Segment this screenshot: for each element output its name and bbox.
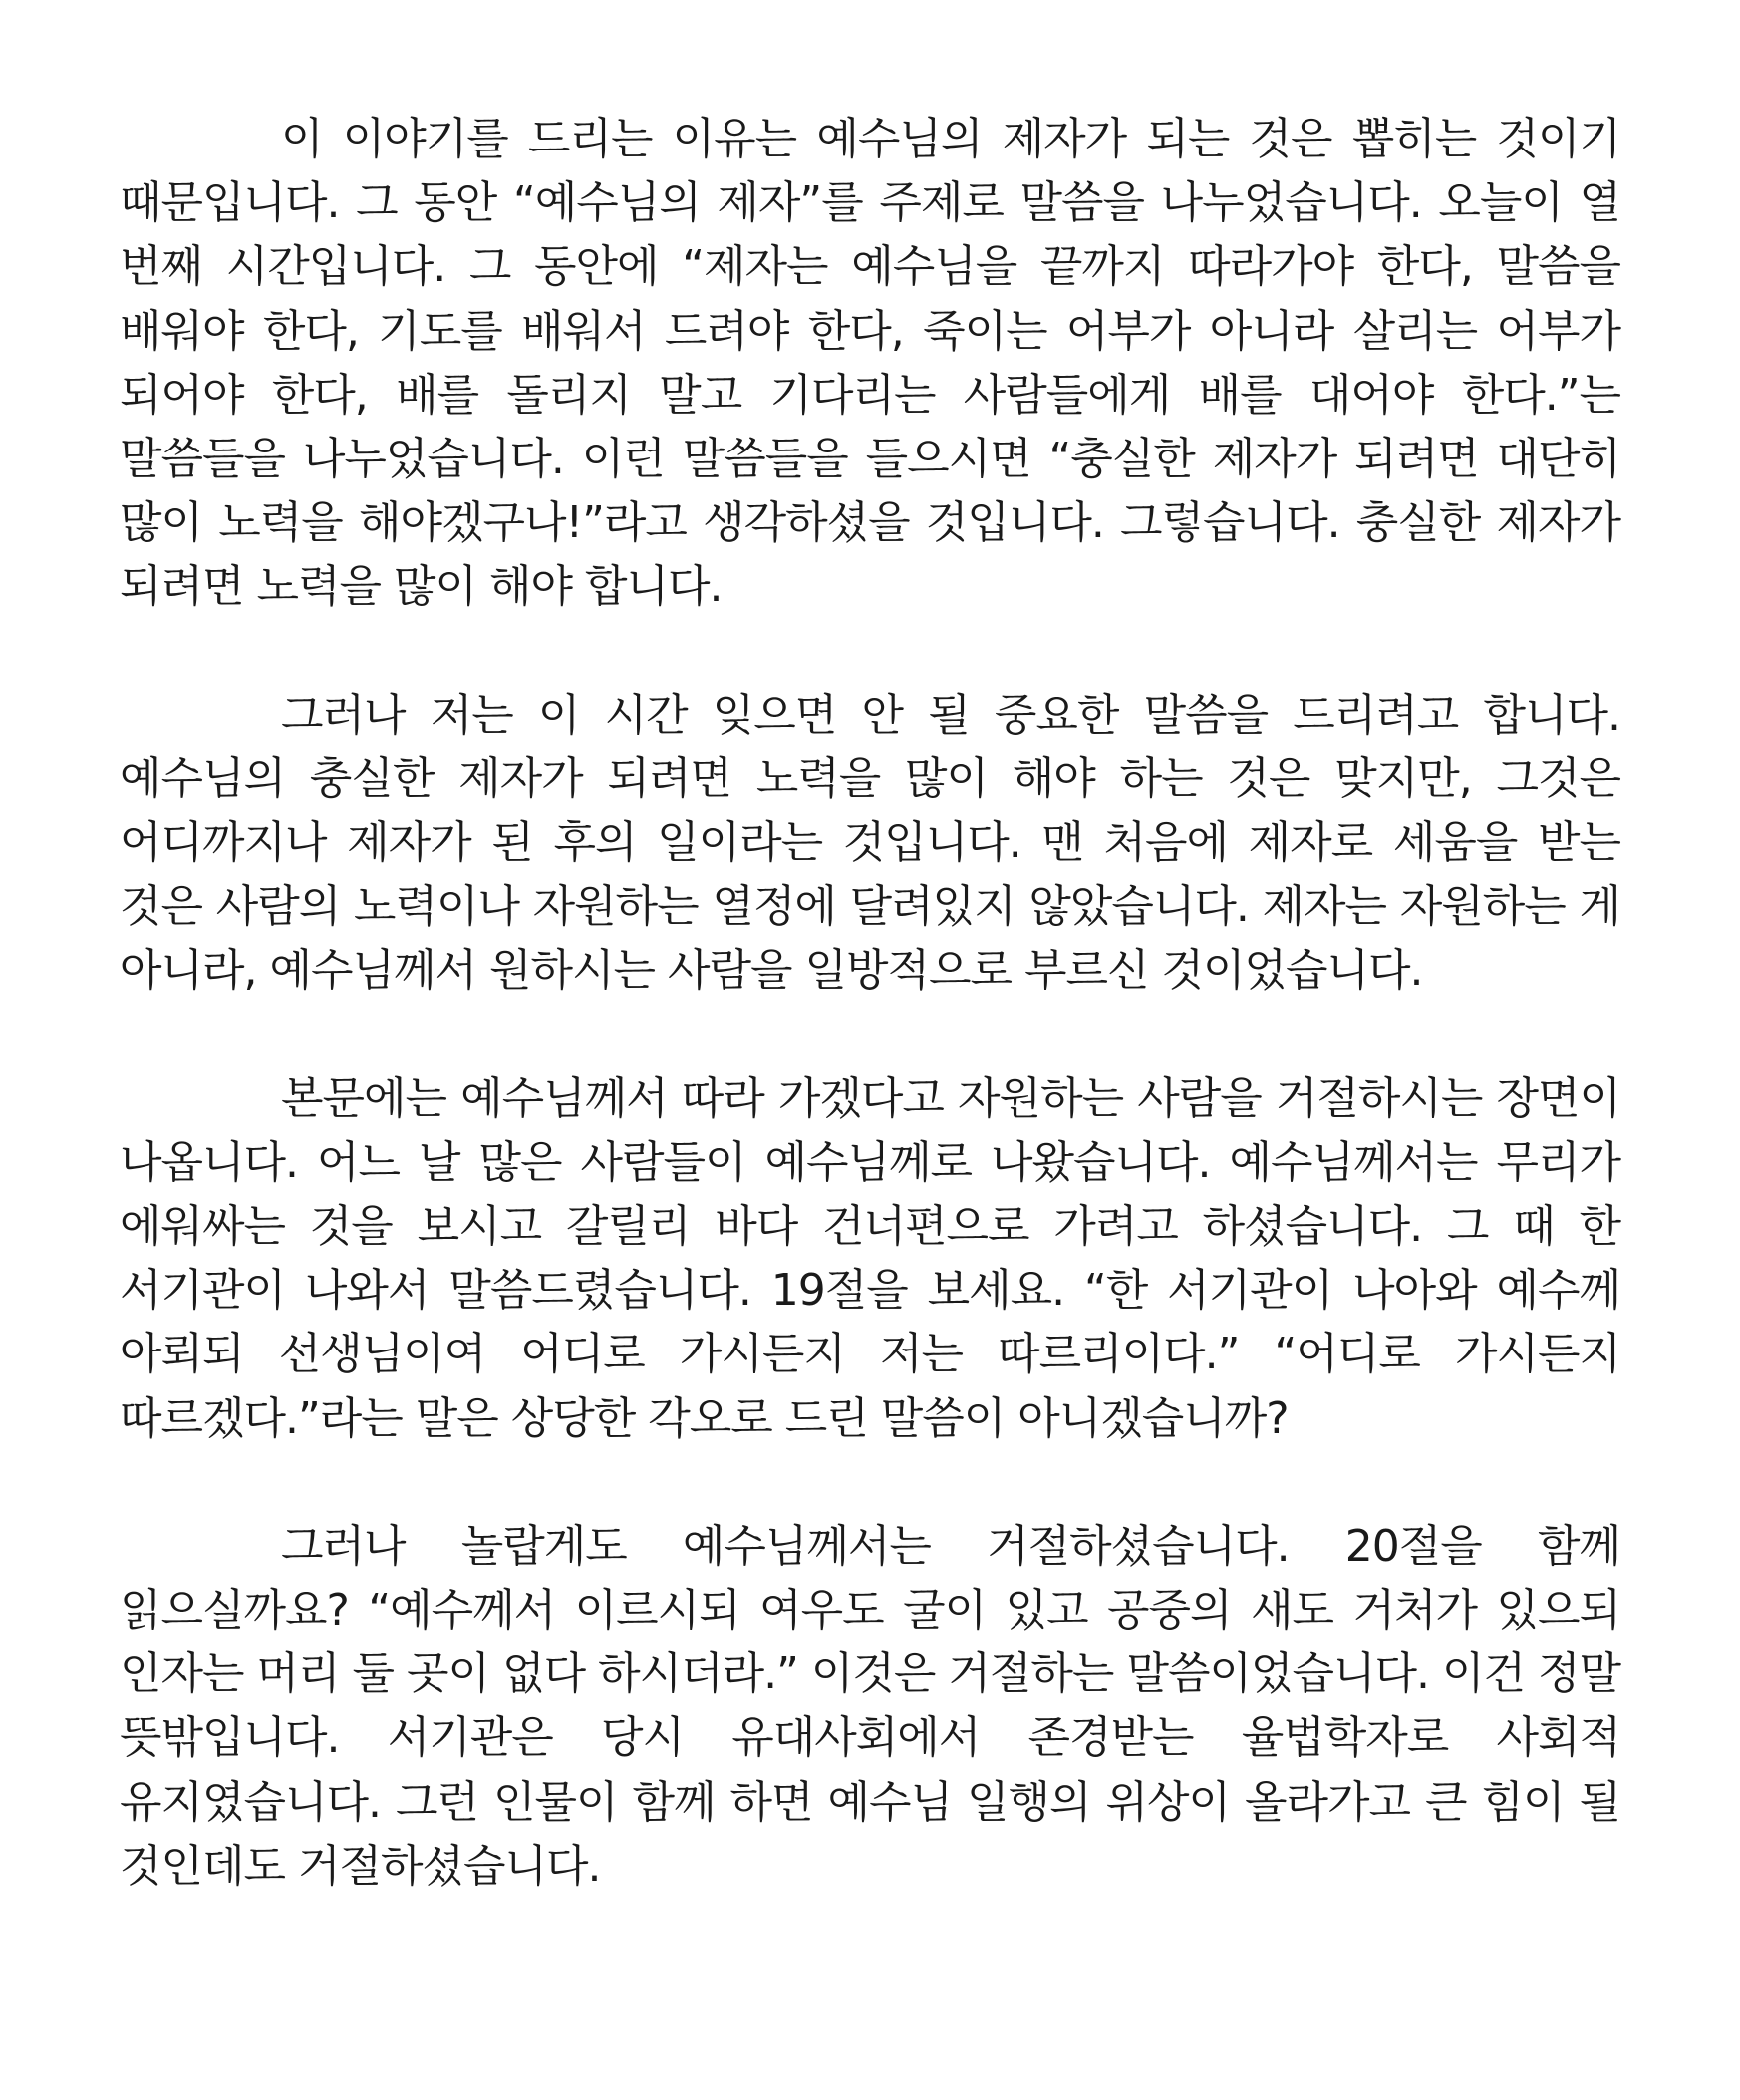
document-page xyxy=(120,108,1620,1899)
paragraph-2: 그러나 저는 이 시간 잊으면 안 될 중요한 말씀을 드리려고 합니다. 예수님의 충실한 제자가 되려면 노력을 많이 해야 하는 것은 맞지만, 그것은 어디까지나 제자가 된 후의 일이라는 것입니다. 맨 처음에 제자로 세움을 받는 것은 사람의 노력이나 자원하는 열정에 달려있지 않았습니다. 제자는 자원하는 게 아니라, 예수님께서 원하시는 사람을 일방적으로 부르신 것이었습니다. xyxy=(120,689,1620,997)
paragraph-1: 이 이야기를 드리는 이유는 예수님의 제자가 되는 것은 뽑히는 것이기 때문입니다. 그 동안 “예수님의 제자”를 주제로 말씀을 나누었습니다. 오늘이 열 번째 시간입니다. 그 동안에 “제자는 예수님을 끝까지 따라가야 한다, 말씀을 배워야 한다, 기도를 배워서 드려야 한다, 죽이는 어부가 아니라 살리는 어부가 되어야 한다, 배를 돌리지 말고 기다리는 사람들에게 배를 대어야 한다.”는 말씀들을 나누었습니다. 이런 말씀들을 들으시면 “충실한 제자가 되려면 대단히 많이 노력을 해야겠구나!”라고 생각하셨을 것입니다. 그렇습니다. 충실한 제자가 되려면 노력을 많이 해야 합니다. xyxy=(120,114,1620,613)
paragraph-3: 본문에는 예수님께서 따라 가겠다고 자원하는 사람을 거절하시는 장면이 나옵니다. 어느 날 많은 사람들이 예수님께로 나왔습니다. 예수님께서는 무리가 에워싸는 것을 보시고 갈릴리 바다 건너편으로 가려고 하셨습니다. 그 때 한 서기관이 나와서 말씀드렸습니다. 19절을 보세요. “한 서기관이 나아와 예수께 아뢰되 선생님이여 어디로 가시든지 저는 따르리이다.” “어디로 가시든지 따르겠다.”라는 말은 상당한 각오로 드린 말씀이 아니겠습니까? xyxy=(120,1072,1620,1444)
paragraph-4: 그러나 놀랍게도 예수님께서는 거절하셨습니다. 20절을 함께 읽으실까요? “예수께서 이르시되 여우도 굴이 있고 공중의 새도 거처가 있으되 인자는 머리 둘 곳이 없다 하시더라.” 이것은 거절하는 말씀이었습니다. 이건 정말 뜻밖입니다. 서기관은 당시 유대사회에서 존경받는 율법학자로 사회적 유지였습니다. 그런 인물이 함께 하면 예수님 일행의 위상이 올라가고 큰 힘이 될 것인데도 거절하셨습니다. xyxy=(120,1520,1620,1892)
